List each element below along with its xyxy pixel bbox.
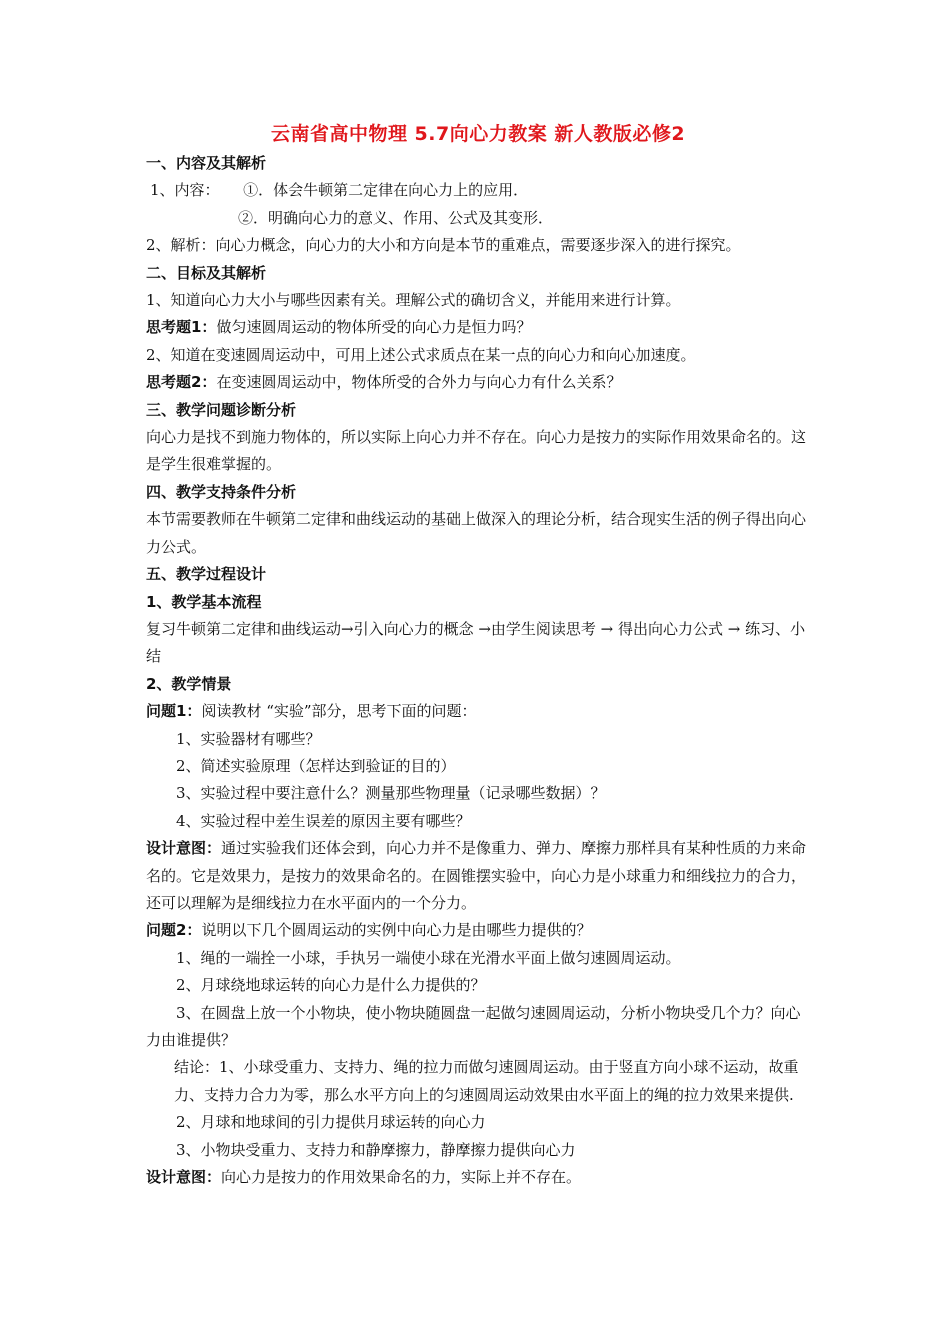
section-heading-process: 五、教学过程设计 — [146, 565, 267, 584]
list-item: 1、绳的一端拴一小球，手执另一端使小球在光滑水平面上做匀速圆周运动。 — [176, 948, 681, 967]
goal-2: 2、知道在变速圆周运动中，可用上述公式求质点在某一点的向心力和向心加速度。 — [146, 345, 696, 364]
flow-text: 复习牛顿第二定律和曲线运动→引入向心力的概念 →由学生阅读思考 → 得出向心力公式 → 练习、小结 — [146, 619, 806, 666]
design-intent-1 — [146, 835, 810, 917]
list-item: 3、在圆盘上放一个小物块，使小物块随圆盘一起做匀速圆周运动，分析小物块受几个力？向心力由谁提供？ — [146, 1003, 801, 1049]
conclusion-2: 2、月球和地球间的引力提供月球运转的向心力 — [176, 1113, 486, 1132]
diagnosis-text: 向心力是找不到施力物体的，所以实际上向心力并不存在。向心力是按力的实际作用效果命名的。这是学生很难掌握的。 — [146, 428, 807, 474]
content-line-1 — [146, 177, 810, 204]
list-item: 4、实验过程中差生误差的原因主要有哪些？ — [176, 811, 471, 830]
content-label: 1、内容： — [150, 181, 220, 200]
support-text: 本节需要教师在牛顿第二定律和曲线运动的基础上做深入的理论分析，结合现实生活的例子得出向心力公式。 — [146, 510, 807, 556]
problem-1-text: 阅读教材 “实验”部分，思考下面的问题： — [201, 702, 477, 721]
design-intent-1-label: 设计意图： — [146, 839, 222, 858]
problem-1 — [146, 698, 810, 725]
design-intent-1-text: 通过实验我们还体会到，向心力并不是像重力、弹力、摩擦力那样具有某种性质的力来命名的。它是效果力，是按力的效果命名的。在圆锥摆实验中，向心力是小球重力和细线拉力的合力，还可以理解为是细线拉力在水平面内的一个分力。 — [146, 839, 807, 912]
problem-2 — [146, 917, 810, 944]
think-question-2 — [146, 369, 810, 396]
think-question-2-label: 思考题2： — [146, 373, 217, 392]
content-item-2: ②．明确向心力的意义、作用、公式及其变形． — [238, 208, 554, 227]
think-question-1 — [146, 314, 810, 341]
think-question-2-text: 在变速圆周运动中，物体所受的合外力与向心力有什么关系？ — [216, 373, 622, 392]
goal-1: 1、知道向心力大小与哪些因素有关。理解公式的确切含义，并能用来进行计算。 — [146, 291, 681, 310]
design-intent-2-label: 设计意图： — [146, 1168, 222, 1187]
list-item: 2、月球绕地球运转的向心力是什么力提供的？ — [176, 976, 486, 995]
analysis-text: 2、解析：向心力概念，向心力的大小和方向是本节的重难点，需要逐步深入的进行探究。 — [146, 236, 741, 255]
section-heading-support: 四、教学支持条件分析 — [146, 482, 297, 501]
subheading-basic-flow: 1、教学基本流程 — [146, 592, 262, 611]
subheading-scenario: 2、教学情景 — [146, 674, 232, 693]
conclusion-1: 结论：1、小球受重力、支持力、绳的拉力而做匀速圆周运动。由于竖直方向小球不运动，故重力、支持力合力为零，那么水平方向上的匀速圆周运动效果由水平面上的绳的拉力效果来提供. — [174, 1058, 799, 1104]
content-item-1: ①．体会牛顿第二定律在向心力上的应用． — [243, 181, 529, 200]
design-intent-2 — [146, 1164, 810, 1191]
problem-2-text: 说明以下几个圆周运动的实例中向心力是由哪些力提供的？ — [201, 921, 592, 940]
list-item: 2、简述实验原理（怎样达到验证的目的） — [176, 756, 456, 775]
design-intent-2-text: 向心力是按力的作用效果命名的力，实际上并不存在。 — [221, 1168, 582, 1187]
think-question-1-text: 做匀速圆周运动的物体所受的向心力是恒力吗？ — [216, 318, 532, 337]
conclusion-3: 3、小物块受重力、支持力和静摩擦力，静摩擦力提供向心力 — [176, 1140, 576, 1159]
problem-1-label: 问题1： — [146, 702, 202, 721]
list-item: 3、实验过程中要注意什么？测量那些物理量（记录哪些数据）？ — [176, 784, 606, 803]
section-heading-goals: 二、目标及其解析 — [146, 263, 267, 282]
list-item: 1、实验器材有哪些？ — [176, 729, 321, 748]
document-page — [146, 118, 810, 1191]
document-title: 云南省高中物理 5.7向心力教案 新人教版必修2 — [270, 123, 686, 145]
section-heading-content: 一、内容及其解析 — [146, 154, 267, 172]
section-heading-diagnosis: 三、教学问题诊断分析 — [146, 400, 297, 419]
think-question-1-label: 思考题1： — [146, 318, 217, 337]
problem-2-label: 问题2： — [146, 921, 202, 940]
